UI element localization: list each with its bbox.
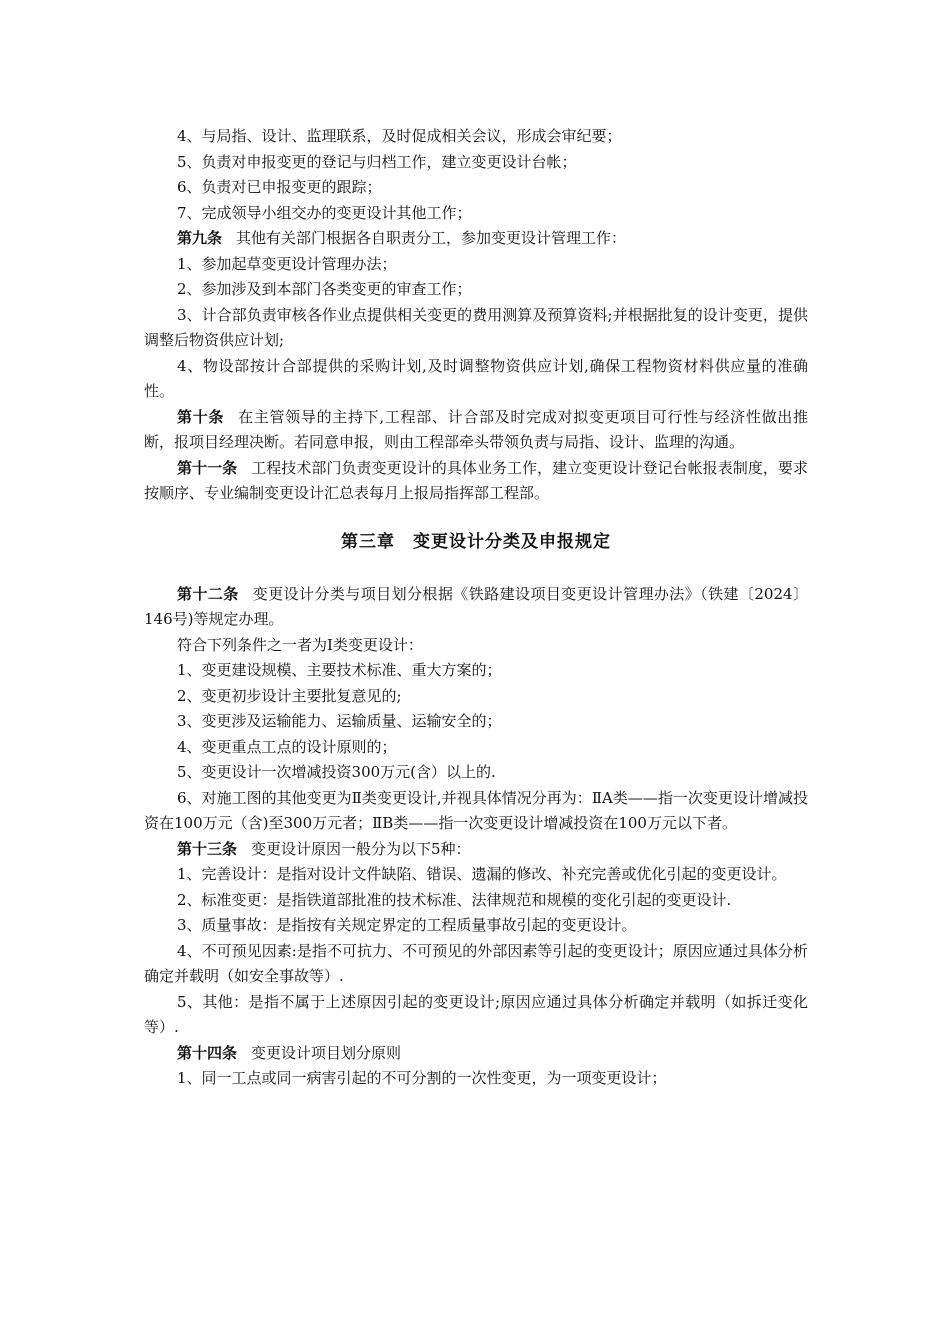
body-paragraph (144, 150, 808, 176)
paragraph-text: 5、其他：是指不属于上述原因引起的变更设计;原因应通过具体分析确定并载明（如拆迁变化等）. (144, 992, 808, 1036)
body-paragraph (144, 760, 808, 786)
body-paragraph (144, 862, 808, 888)
paragraph-text: 4、不可预见因素:是指不可抗力、不可预见的外部因素等引起的变更设计；原因应通过具体分析确定并载明（如安全事故等）. (144, 941, 808, 985)
paragraph-text: 变更设计原因一般分为以下5种： (251, 839, 471, 858)
paragraph-text: 1、变更建设规模、主要技术标准、重大方案的； (177, 661, 502, 679)
article-label: 第十四条 (177, 1043, 238, 1062)
body-paragraph (144, 303, 808, 354)
body-paragraph (144, 124, 808, 150)
body-paragraph (144, 175, 808, 201)
paragraph-text: 5、负责对申报变更的登记与归档工作，建立变更设计台帐； (177, 152, 577, 171)
body-paragraph (144, 277, 808, 303)
paragraph-text: 1、同一工点或同一病害引起的不可分割的一次性变更，为一项变更设计； (177, 1069, 667, 1087)
body-paragraph (144, 735, 808, 761)
body-paragraph (144, 658, 808, 684)
body-paragraph (144, 888, 808, 914)
paragraph-text: 其他有关部门根据各自职责分工，参加变更设计管理工作： (236, 229, 627, 247)
paragraph-text: 4、变更重点工点的设计原则的； (177, 737, 397, 756)
body-paragraph (144, 201, 808, 227)
paragraph-text: 5、变更设计一次增减投资300万元(含）以上的. (177, 763, 496, 781)
paragraph-text: 2、参加涉及到本部门各类变更的审查工作； (177, 280, 472, 298)
body-paragraph (144, 913, 808, 939)
section-chapter-three (144, 582, 808, 1092)
body-paragraph (144, 786, 808, 837)
paragraph-text: 变更设计分类与项目划分根据《铁路建设项目变更设计管理办法》（铁建〔2024〕146号)等规定办理。 (144, 584, 808, 628)
document-body (144, 124, 808, 1092)
body-paragraph (144, 252, 808, 278)
article-paragraph (144, 226, 808, 252)
body-paragraph (144, 684, 808, 710)
paragraph-text: 2、标准变更：是指铁道部批准的技术标准、法律规范和规模的变化引起的变更设计. (177, 890, 732, 909)
paragraph-text: 符合下列条件之一者为Ⅰ类变更设计： (177, 635, 423, 654)
body-paragraph (144, 633, 808, 659)
paragraph-text: 1、完善设计：是指对设计文件缺陷、错误、遗漏的修改、补充完善或优化引起的变更设计。 (177, 865, 787, 883)
body-paragraph (144, 990, 808, 1041)
paragraph-text: 4、物设部按计合部提供的采购计划,及时调整物资供应计划,确保工程物资材料供应量的准确性。 (144, 356, 808, 400)
paragraph-text: 2、变更初步设计主要批复意见的; (177, 686, 402, 705)
paragraph-text: 3、质量事故：是指按有关规定界定的工程质量事故引起的变更设计。 (177, 916, 637, 934)
article-label: 第十条 (177, 407, 225, 426)
paragraph-text: 6、负责对已申报变更的跟踪； (177, 178, 382, 196)
paragraph-text: 工程技术部门负责变更设计的具体业务工作，建立变更设计登记台帐报表制度，要求按顺序、专业编制变更设计汇总表每月上报局指挥部工程部。 (144, 458, 808, 502)
paragraph-text: 6、对施工图的其他变更为Ⅱ类变更设计,并视具体情况分再为：ⅡA类——指一次变更设计增减投资在100万元（含)至300万元者；ⅡB类——指一次变更设计增减投资在100万元以下者。 (144, 788, 808, 832)
body-paragraph (144, 939, 808, 990)
paragraph-text: 在主管领导的主持下,工程部、计合部及时完成对拟变更项目可行性与经济性做出推断，报项目经理决断。若同意申报，则由工程部牵头带领负责与局指、设计、监理的沟通。 (144, 407, 808, 451)
chapter-title: 第三章 变更设计分类及申报规定 (341, 531, 611, 552)
article-label: 第十一条 (177, 458, 238, 477)
article-label: 第九条 (177, 229, 223, 247)
section-chapter-two-tail (144, 124, 808, 507)
article-paragraph (144, 456, 808, 507)
article-paragraph (144, 837, 808, 863)
body-paragraph (144, 1066, 808, 1092)
body-paragraph (144, 709, 808, 735)
article-label: 第十三条 (177, 839, 238, 858)
paragraph-text: 4、与局指、设计、监理联系，及时促成相关会议，形成会审纪要； (177, 127, 622, 145)
article-paragraph (144, 1041, 808, 1067)
body-paragraph (144, 354, 808, 405)
paragraph-text: 3、变更涉及运输能力、运输质量、运输安全的； (177, 712, 502, 730)
paragraph-text: 变更设计项目划分原则 (251, 1043, 402, 1062)
paragraph-text: 7、完成领导小组交办的变更设计其他工作； (177, 203, 472, 222)
article-paragraph (144, 582, 808, 633)
paragraph-text: 1、参加起草变更设计管理办法； (177, 254, 397, 273)
article-paragraph (144, 405, 808, 456)
paragraph-text: 3、计合部负责审核各作业点提供相关变更的费用测算及预算资料;并根据批复的设计变更，提供调整后物资供应计划; (144, 305, 808, 349)
article-label: 第十二条 (177, 584, 239, 603)
